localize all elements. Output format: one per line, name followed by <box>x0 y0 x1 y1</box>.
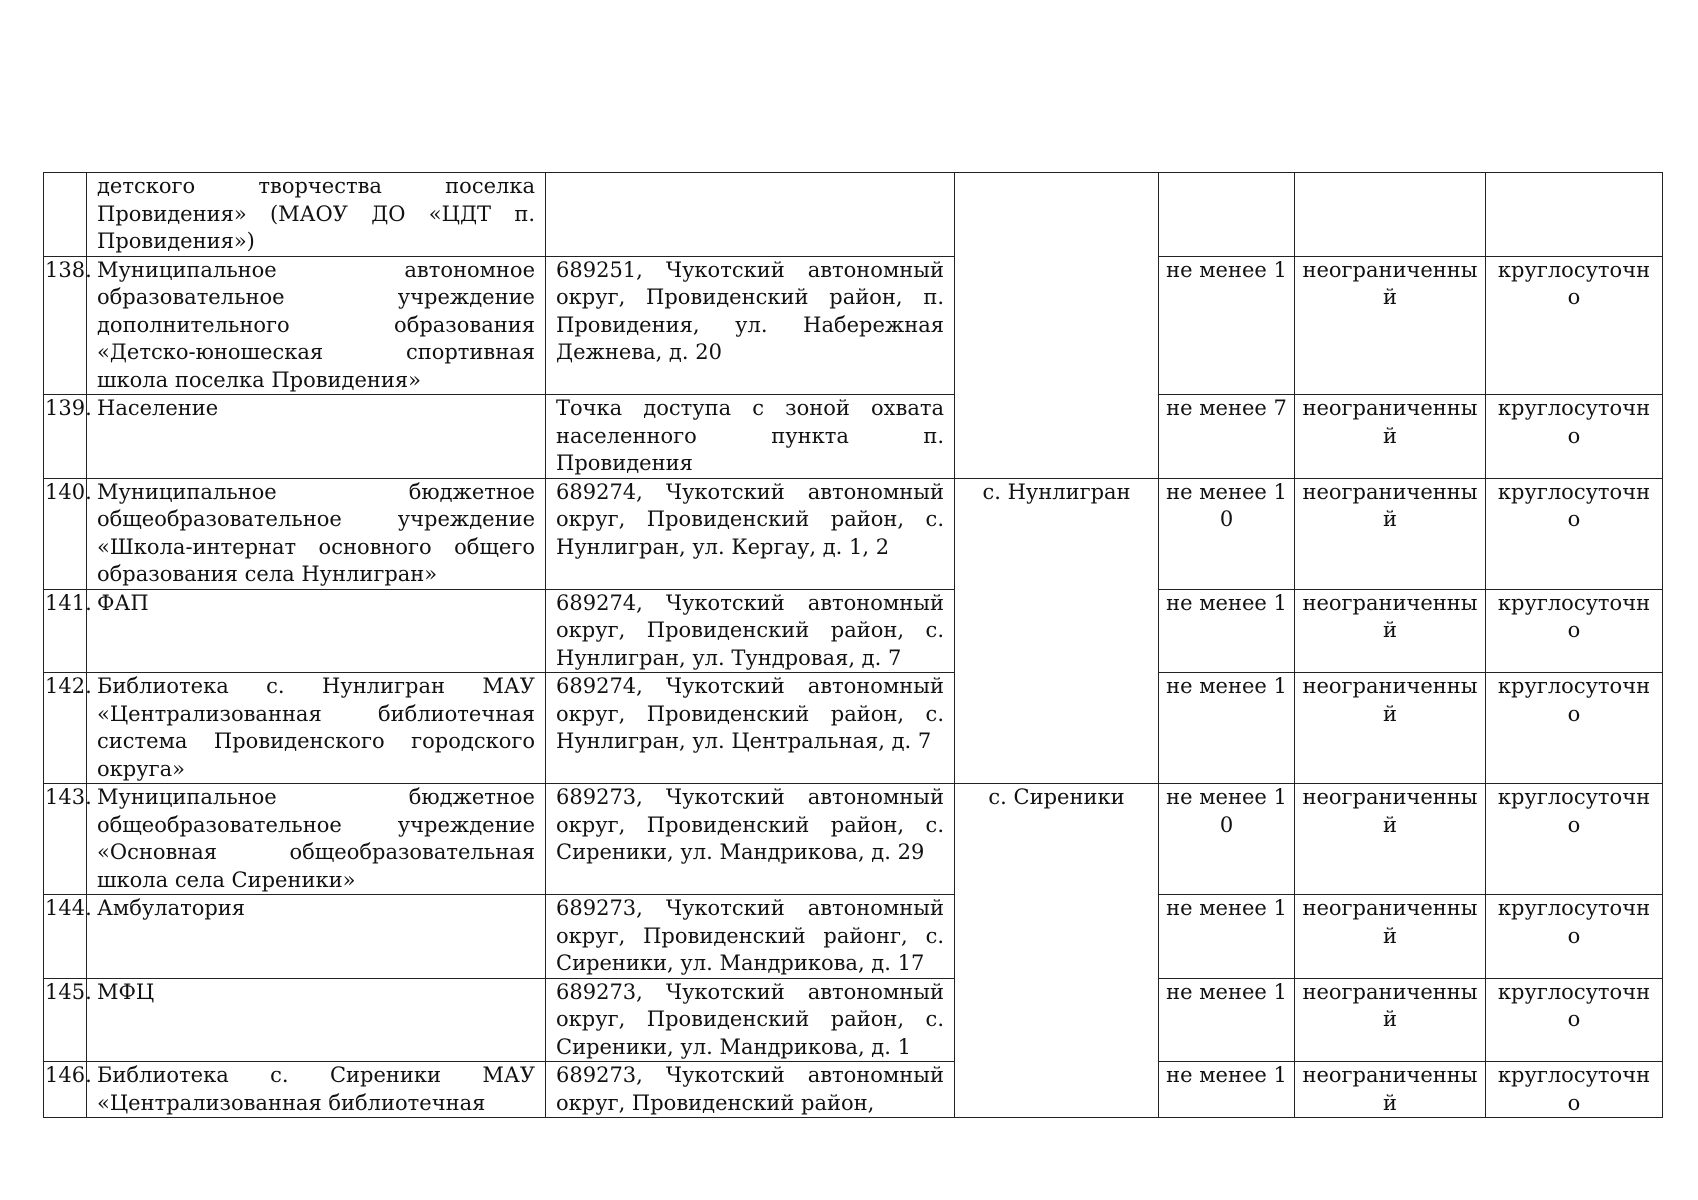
institution-name: Муниципальное бюджетное общеобразовательное учреждение «Школа-интернат основного общего образования села Нунлигран» <box>87 478 546 589</box>
availability-value <box>1486 173 1663 257</box>
speed-value: не менее 1 <box>1159 673 1295 784</box>
availability-value: круглосуточно <box>1486 1062 1663 1118</box>
settlement-cell: с. Сиреники <box>955 784 1159 1118</box>
table-row <box>44 395 1663 479</box>
institution-address: 689274, Чукотский автономный округ, Провиденский район, с. Нунлигран, ул. Центральная, д. 7 <box>546 673 955 784</box>
settlement-cell <box>955 173 1159 479</box>
institution-address: 689274, Чукотский автономный округ, Провиденский район, с. Нунлигран, ул. Тундровая, д. 7 <box>546 589 955 673</box>
institution-address: Точка доступа с зоной охвата населенного пункта п. Провидения <box>546 395 955 479</box>
speed-value: не менее 1 <box>1159 256 1295 395</box>
row-number: 145. <box>44 978 87 1062</box>
institution-name: Население <box>87 395 546 479</box>
traffic-value: неограниченный <box>1295 1062 1486 1118</box>
row-number: 140. <box>44 478 87 589</box>
institution-address: 689274, Чукотский автономный округ, Провиденский район, с. Нунлигран, ул. Кергау, д. 1, 2 <box>546 478 955 589</box>
institution-address: 689251, Чукотский автономный округ, Провиденский район, п. Провидения, ул. Набережная Дежнева, д. 20 <box>546 256 955 395</box>
connectivity-table <box>43 172 1663 1118</box>
institution-name: детского творчества поселка Провидения» (МАОУ ДО «ЦДТ п. Провидения») <box>87 173 546 257</box>
table-row <box>44 478 1663 589</box>
institution-name: ФАП <box>87 589 546 673</box>
availability-value: круглосуточно <box>1486 784 1663 895</box>
table-row <box>44 589 1663 673</box>
institution-name: Муниципальное бюджетное общеобразовательное учреждение «Основная общеобразовательная школа села Сиреники» <box>87 784 546 895</box>
row-number: 142. <box>44 673 87 784</box>
row-number: 143. <box>44 784 87 895</box>
availability-value: круглосуточно <box>1486 256 1663 395</box>
institution-name: Амбулатория <box>87 895 546 979</box>
row-number: 138. <box>44 256 87 395</box>
speed-value: не менее 7 <box>1159 395 1295 479</box>
settlement-cell: с. Нунлигран <box>955 478 1159 784</box>
traffic-value: неограниченный <box>1295 478 1486 589</box>
institution-address: 689273, Чукотский автономный округ, Провиденский район, с. Сиреники, ул. Мандрикова, д. 1 <box>546 978 955 1062</box>
row-number: 146. <box>44 1062 87 1118</box>
speed-value: не менее 10 <box>1159 478 1295 589</box>
institution-name: Библиотека с. Сиреники МАУ «Централизованная библиотечная <box>87 1062 546 1118</box>
speed-value: не менее 1 <box>1159 978 1295 1062</box>
institution-address: 689273, Чукотский автономный округ, Провиденский район, с. Сиреники, ул. Мандрикова, д. 29 <box>546 784 955 895</box>
speed-value <box>1159 173 1295 257</box>
traffic-value <box>1295 173 1486 257</box>
table-row <box>44 673 1663 784</box>
table-row <box>44 784 1663 895</box>
traffic-value: неограниченный <box>1295 978 1486 1062</box>
traffic-value: неограниченный <box>1295 256 1486 395</box>
availability-value: круглосуточно <box>1486 895 1663 979</box>
institution-name: МФЦ <box>87 978 546 1062</box>
traffic-value: неограниченный <box>1295 589 1486 673</box>
table-row <box>44 256 1663 395</box>
table-row <box>44 1062 1663 1118</box>
availability-value: круглосуточно <box>1486 673 1663 784</box>
table-row <box>44 173 1663 257</box>
availability-value: круглосуточно <box>1486 395 1663 479</box>
availability-value: круглосуточно <box>1486 478 1663 589</box>
row-number: 139. <box>44 395 87 479</box>
speed-value: не менее 1 <box>1159 895 1295 979</box>
availability-value: круглосуточно <box>1486 978 1663 1062</box>
institution-name: Библиотека с. Нунлигран МАУ «Централизованная библиотечная система Провиденского городского округа» <box>87 673 546 784</box>
speed-value: не менее 10 <box>1159 784 1295 895</box>
traffic-value: неограниченный <box>1295 673 1486 784</box>
institution-name: Муниципальное автономное образовательное учреждение дополнительного образования «Детско-юношеская спортивная школа поселка Провидения» <box>87 256 546 395</box>
institution-address: 689273, Чукотский автономный округ, Провиденский районг, с. Сиреники, ул. Мандрикова, д. 17 <box>546 895 955 979</box>
institution-address <box>546 173 955 257</box>
availability-value: круглосуточно <box>1486 589 1663 673</box>
row-number: 141. <box>44 589 87 673</box>
table-row <box>44 978 1663 1062</box>
traffic-value: неограниченный <box>1295 395 1486 479</box>
table-row <box>44 895 1663 979</box>
speed-value: не менее 1 <box>1159 1062 1295 1118</box>
traffic-value: неограниченный <box>1295 784 1486 895</box>
speed-value: не менее 1 <box>1159 589 1295 673</box>
row-number <box>44 173 87 257</box>
traffic-value: неограниченный <box>1295 895 1486 979</box>
row-number: 144. <box>44 895 87 979</box>
institution-address: 689273, Чукотский автономный округ, Провиденский район, <box>546 1062 955 1118</box>
